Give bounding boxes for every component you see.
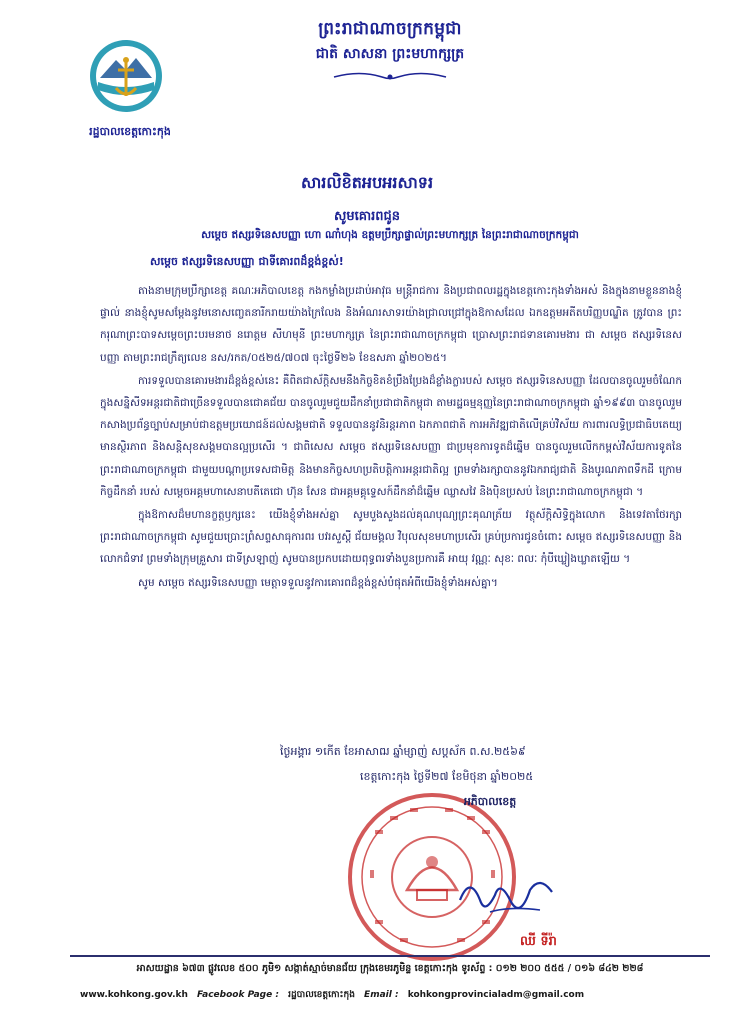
body-paragraph: ការទទួលបានគោរមងារដ៏ខ្ពង់ខ្ពស់នេះ គឺពិតជាស័ក្ដិសមនឹងកិច្ចខិតខំប្រឹងប្រែងដ៏ខ្លាំងក្លារបស់ សម្ដេច ឥស្សរទិនេសបញ្ញា ដែលបានចូលរួមចំណែកក្នុងសន្និសីទអន្តរជាតិជាច្រើនទទួលបានជោគជ័យ បានចូលរួមជួយដឹកនាំប្រជាជាតិកម្ពុជា តាមរដ្ឋធម្មនុញ្ញនៃព្រះរាជាណាចក្រកម្ពុជា ឆ្នាំ១៩៩៣ បានចូលរួមកសាងប្រព័ន្ធច្បាប់សម្រាប់ជាឧត្តមប្រយោជន៍ដល់សង្គមជាតិ ទទួលបាននូវនិរន្តរភាព ឯកភាពជាតិ ការអភិវឌ្ឍជាតិលើគ្រប់វិស័យ ការពារលទ្ធិប្រជាធិបតេយ្យ មានស្ថិរភាព និងសន្តិសុខសង្គមបានល្អប្រសើរ ។ ជាពិសេស សម្ដេច ឥស្សរទិនេសបញ្ញា ជាប្រមុខការទូតដ៏ឆ្នើម បានចូលរួមលើកកម្ពស់វិស័យការទូតនៃព្រះរាជាណាចក្រកម្ពុជា ជាមួយបណ្ដាប្រទេសជាមិត្ត និងមានកិច្ចសហប្រតិបត្តិការអន្តរជាតិល្អ ព្រមទាំងរក្សាបាននូវឯករាជ្យជាតិ និងបូរណភាពទឹកដី ក្រោមកិច្ចដឹកនាំ របស់ សម្ដេចអគ្គមហាសេនាបតីតេជោ ហ៊ុន សែន ជាអគ្គមគ្គុទ្ទេសក៍ដឹកនាំដ៏ឆ្នើម ឈ្លាសវៃ និងប៉ិនប្រសប់ នៃព្រះរាជាណាចក្រកម្ពុជា ។: [100, 374, 682, 498]
facebook-link[interactable]: រដ្ឋបាលខេត្តកោះកុង: [288, 990, 355, 1000]
signer-name: ឈី ទីរ៉ា: [520, 934, 557, 949]
letter-subtitle: សូមគោរពជូន: [333, 209, 400, 224]
letter-body: [100, 280, 682, 594]
kingdom-header: ព្រះរាជាណាចក្រកម្ពុជា: [318, 19, 462, 39]
decorative-ornament-icon: [330, 70, 450, 84]
letter-recipient: សម្ដេច ឥស្សរទិនេសបញ្ញា ហោ ណាំហុង ឧត្តមប្រឹក្សាផ្ទាល់ព្រះមហាក្សត្រ នៃព្រះរាជាណាចក្រកម្ពុជា: [201, 229, 579, 241]
sign-title: អភិបាលខេត្ត: [463, 795, 517, 808]
letter-greeting: សម្ដេច ឥស្សរទិនេសបញ្ញា ជាទីគោរពដ៏ខ្ពង់ខ្ពស់!: [150, 255, 344, 268]
kohkong-province-emblem-icon: [88, 38, 164, 114]
lunar-date: ថ្ងៃអង្គារ ១កើត ខែអាសាឍ ឆ្នាំម្សាញ់ សប្តស័ក ព.ស.២៥៦៩: [280, 745, 526, 758]
letter-title: សារលិខិតអបអរសាទរ: [300, 173, 434, 192]
facebook-label: Facebook Page :: [197, 990, 279, 1000]
solar-date: ខេត្តកោះកុង ថ្ងៃទី២៧ ខែមិថុនា ឆ្នាំ២០២៥: [360, 770, 534, 783]
footer-contacts: [80, 989, 720, 1002]
footer-address: អាសយដ្ឋាន ៦៧៣ ផ្លូវលេខ ៥០០ ភូមិ១ សង្កាត់ស្មាច់មានជ័យ ក្រុងខេមរភូមិន្ទ ខេត្តកោះកុង ទូរស័ព្ទ : ០១២ ២០០ ៥៥៥ / ០១៦ ៨៤២ ២២៨: [136, 963, 644, 974]
email-label: Email :: [364, 990, 399, 1000]
body-paragraph: តាងនាមក្រុមប្រឹក្សាខេត្ត គណៈអភិបាលខេត្ត កងកម្លាំងប្រដាប់អាវុធ មន្ត្រីរាជការ និងប្រជាពលរដ្ឋក្នុងខេត្តកោះកុងទាំងអស់ និងក្នុងនាមខ្លួននាងខ្ញុំផ្ទាល់ នាងខ្ញុំសូមសម្ដែងនូវមនោសញ្ចេតនារីករាយយ៉ាងក្រៃលែង និងអំណរសាទរយ៉ាងជ្រាលជ្រៅក្នុងឱកាសដែល ឯកឧត្ដមអតីតបរិញ្ញបណ្ឌិត ត្រូវបាន ព្រះករុណាព្រះបាទសម្ដេចព្រះបរមនាថ នរោត្តម សីហមុនី ព្រះមហាក្សត្រ នៃព្រះរាជាណាចក្រកម្ពុជា ប្រោសព្រះរាជទានគោរមងារ ជា សម្ដេច ឥស្សរទិនេសបញ្ញា តាមព្រះរាជក្រឹត្យលេខ នស/រកត/០៥២៥/៧០៧ ចុះថ្ងៃទី២៦ ខែឧសភា ឆ្នាំ២០២៥។: [100, 285, 682, 364]
footer-divider: [70, 955, 710, 957]
website-link[interactable]: www.kohkong.gov.kh: [80, 990, 188, 1000]
handwritten-signature-icon: [450, 870, 560, 930]
administration-name: រដ្ឋបាលខេត្តកោះកុង: [89, 125, 171, 138]
national-motto: ជាតិ សាសនា ព្រះមហាក្សត្រ: [315, 46, 465, 62]
body-paragraph: ក្នុងឱកាសដ៏មហានក្ខត្តឫក្សនេះ យើងខ្ញុំទាំងអស់គ្នា សូមបួងសួងដល់គុណបុណ្យព្រះគុណត្រ័យ វត្ថុស័ក្តិសិទ្ធិក្នុងលោក និងទេវតាថែរក្សាព្រះរាជាណាចក្រកម្ពុជា សូមជួយប្រោះព្រំសព្ទសាធុការពរ បវរសួស្ដី ជ័យមង្គល វិបុលសុខមហាប្រសើរ គ្រប់ប្រការជូនចំពោះ សម្ដេច ឥស្សរទិនេសបញ្ញា និងលោកជំទាវ ព្រមទាំងក្រុមគ្រួសារ ជាទីស្រឡាញ់ សូមបានប្រកបដោយពុទ្ធពរទាំងបួនប្រការគឺ អាយុ វណ្ណៈ សុខៈ ពលៈ កុំបីឃ្លៀងឃ្លាតឡើយ ។: [100, 509, 682, 566]
email-link[interactable]: kohkongprovincialadm@gmail.com: [407, 990, 585, 1000]
body-paragraph: សូម សម្ដេច ឥស្សរទិនេសបញ្ញា មេត្តាទទួលនូវការគោរពដ៏ខ្ពង់ខ្ពស់បំផុតអំពីយើងខ្ញុំទាំងអស់គ្នា។: [138, 576, 498, 589]
